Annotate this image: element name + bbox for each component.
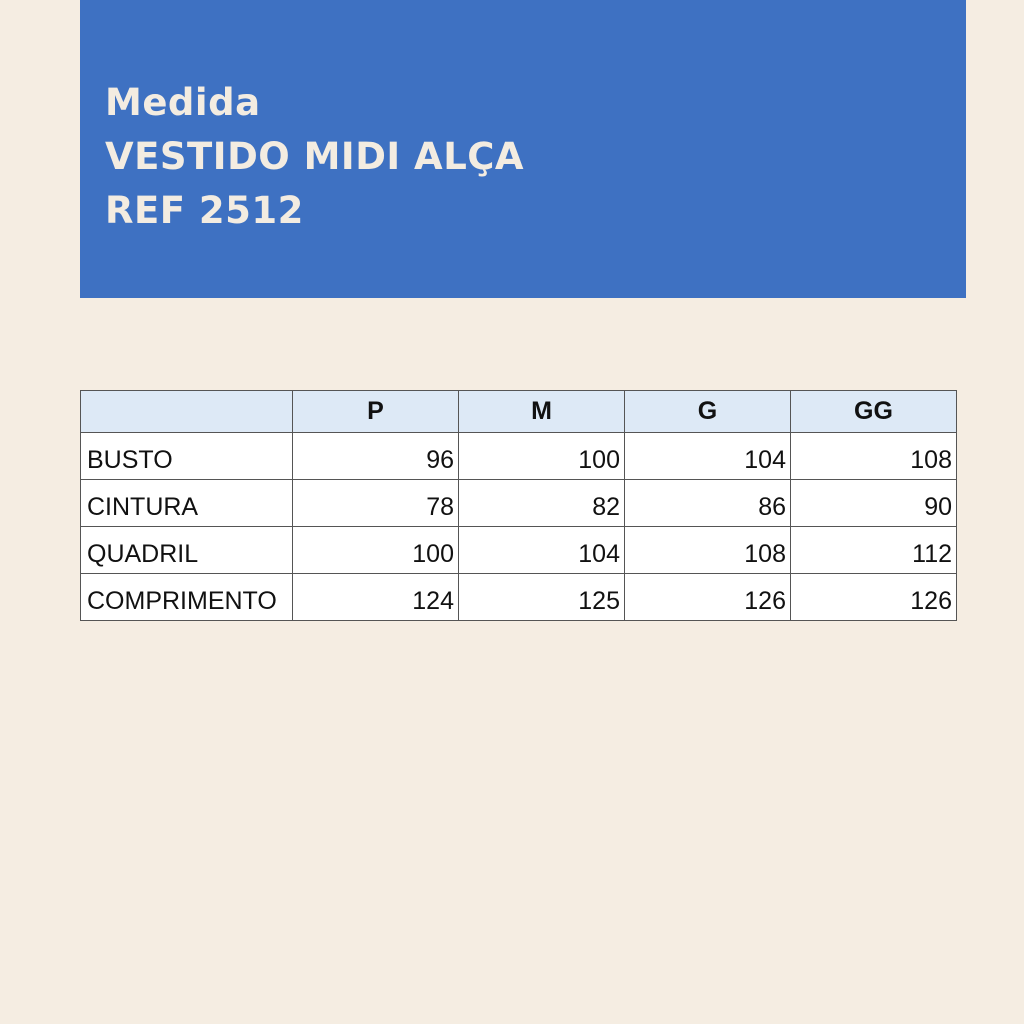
header-cell-empty	[81, 391, 293, 433]
header-cell-p: P	[293, 391, 459, 433]
row-label-quadril: QUADRIL	[81, 527, 293, 574]
table-cell: 126	[791, 574, 957, 621]
table-cell: 108	[791, 433, 957, 480]
table-cell: 100	[293, 527, 459, 574]
table-row	[81, 480, 957, 527]
table-cell: 125	[459, 574, 625, 621]
table-row	[81, 574, 957, 621]
table-cell: 104	[459, 527, 625, 574]
table-cell: 104	[625, 433, 791, 480]
header-cell-m: M	[459, 391, 625, 433]
title-line-measure: Medida	[105, 81, 261, 124]
table-row	[81, 527, 957, 574]
title-line-product: VESTIDO MIDI ALÇA	[105, 135, 525, 178]
table-cell: 96	[293, 433, 459, 480]
row-label-comprimento: COMPRIMENTO	[81, 574, 293, 621]
table-row	[81, 433, 957, 480]
table-cell: 78	[293, 480, 459, 527]
row-label-cintura: CINTURA	[81, 480, 293, 527]
table-cell: 90	[791, 480, 957, 527]
title-line-ref: REF 2512	[105, 189, 304, 232]
table-cell: 124	[293, 574, 459, 621]
header-cell-g: G	[625, 391, 791, 433]
size-table	[80, 390, 957, 621]
header-cell-gg: GG	[791, 391, 957, 433]
table-cell: 126	[625, 574, 791, 621]
table-header-row	[81, 391, 957, 433]
header-title	[105, 76, 524, 238]
table-cell: 82	[459, 480, 625, 527]
table-cell: 108	[625, 527, 791, 574]
table-cell: 86	[625, 480, 791, 527]
header-banner	[80, 0, 966, 298]
table-cell: 112	[791, 527, 957, 574]
table-cell: 100	[459, 433, 625, 480]
row-label-busto: BUSTO	[81, 433, 293, 480]
